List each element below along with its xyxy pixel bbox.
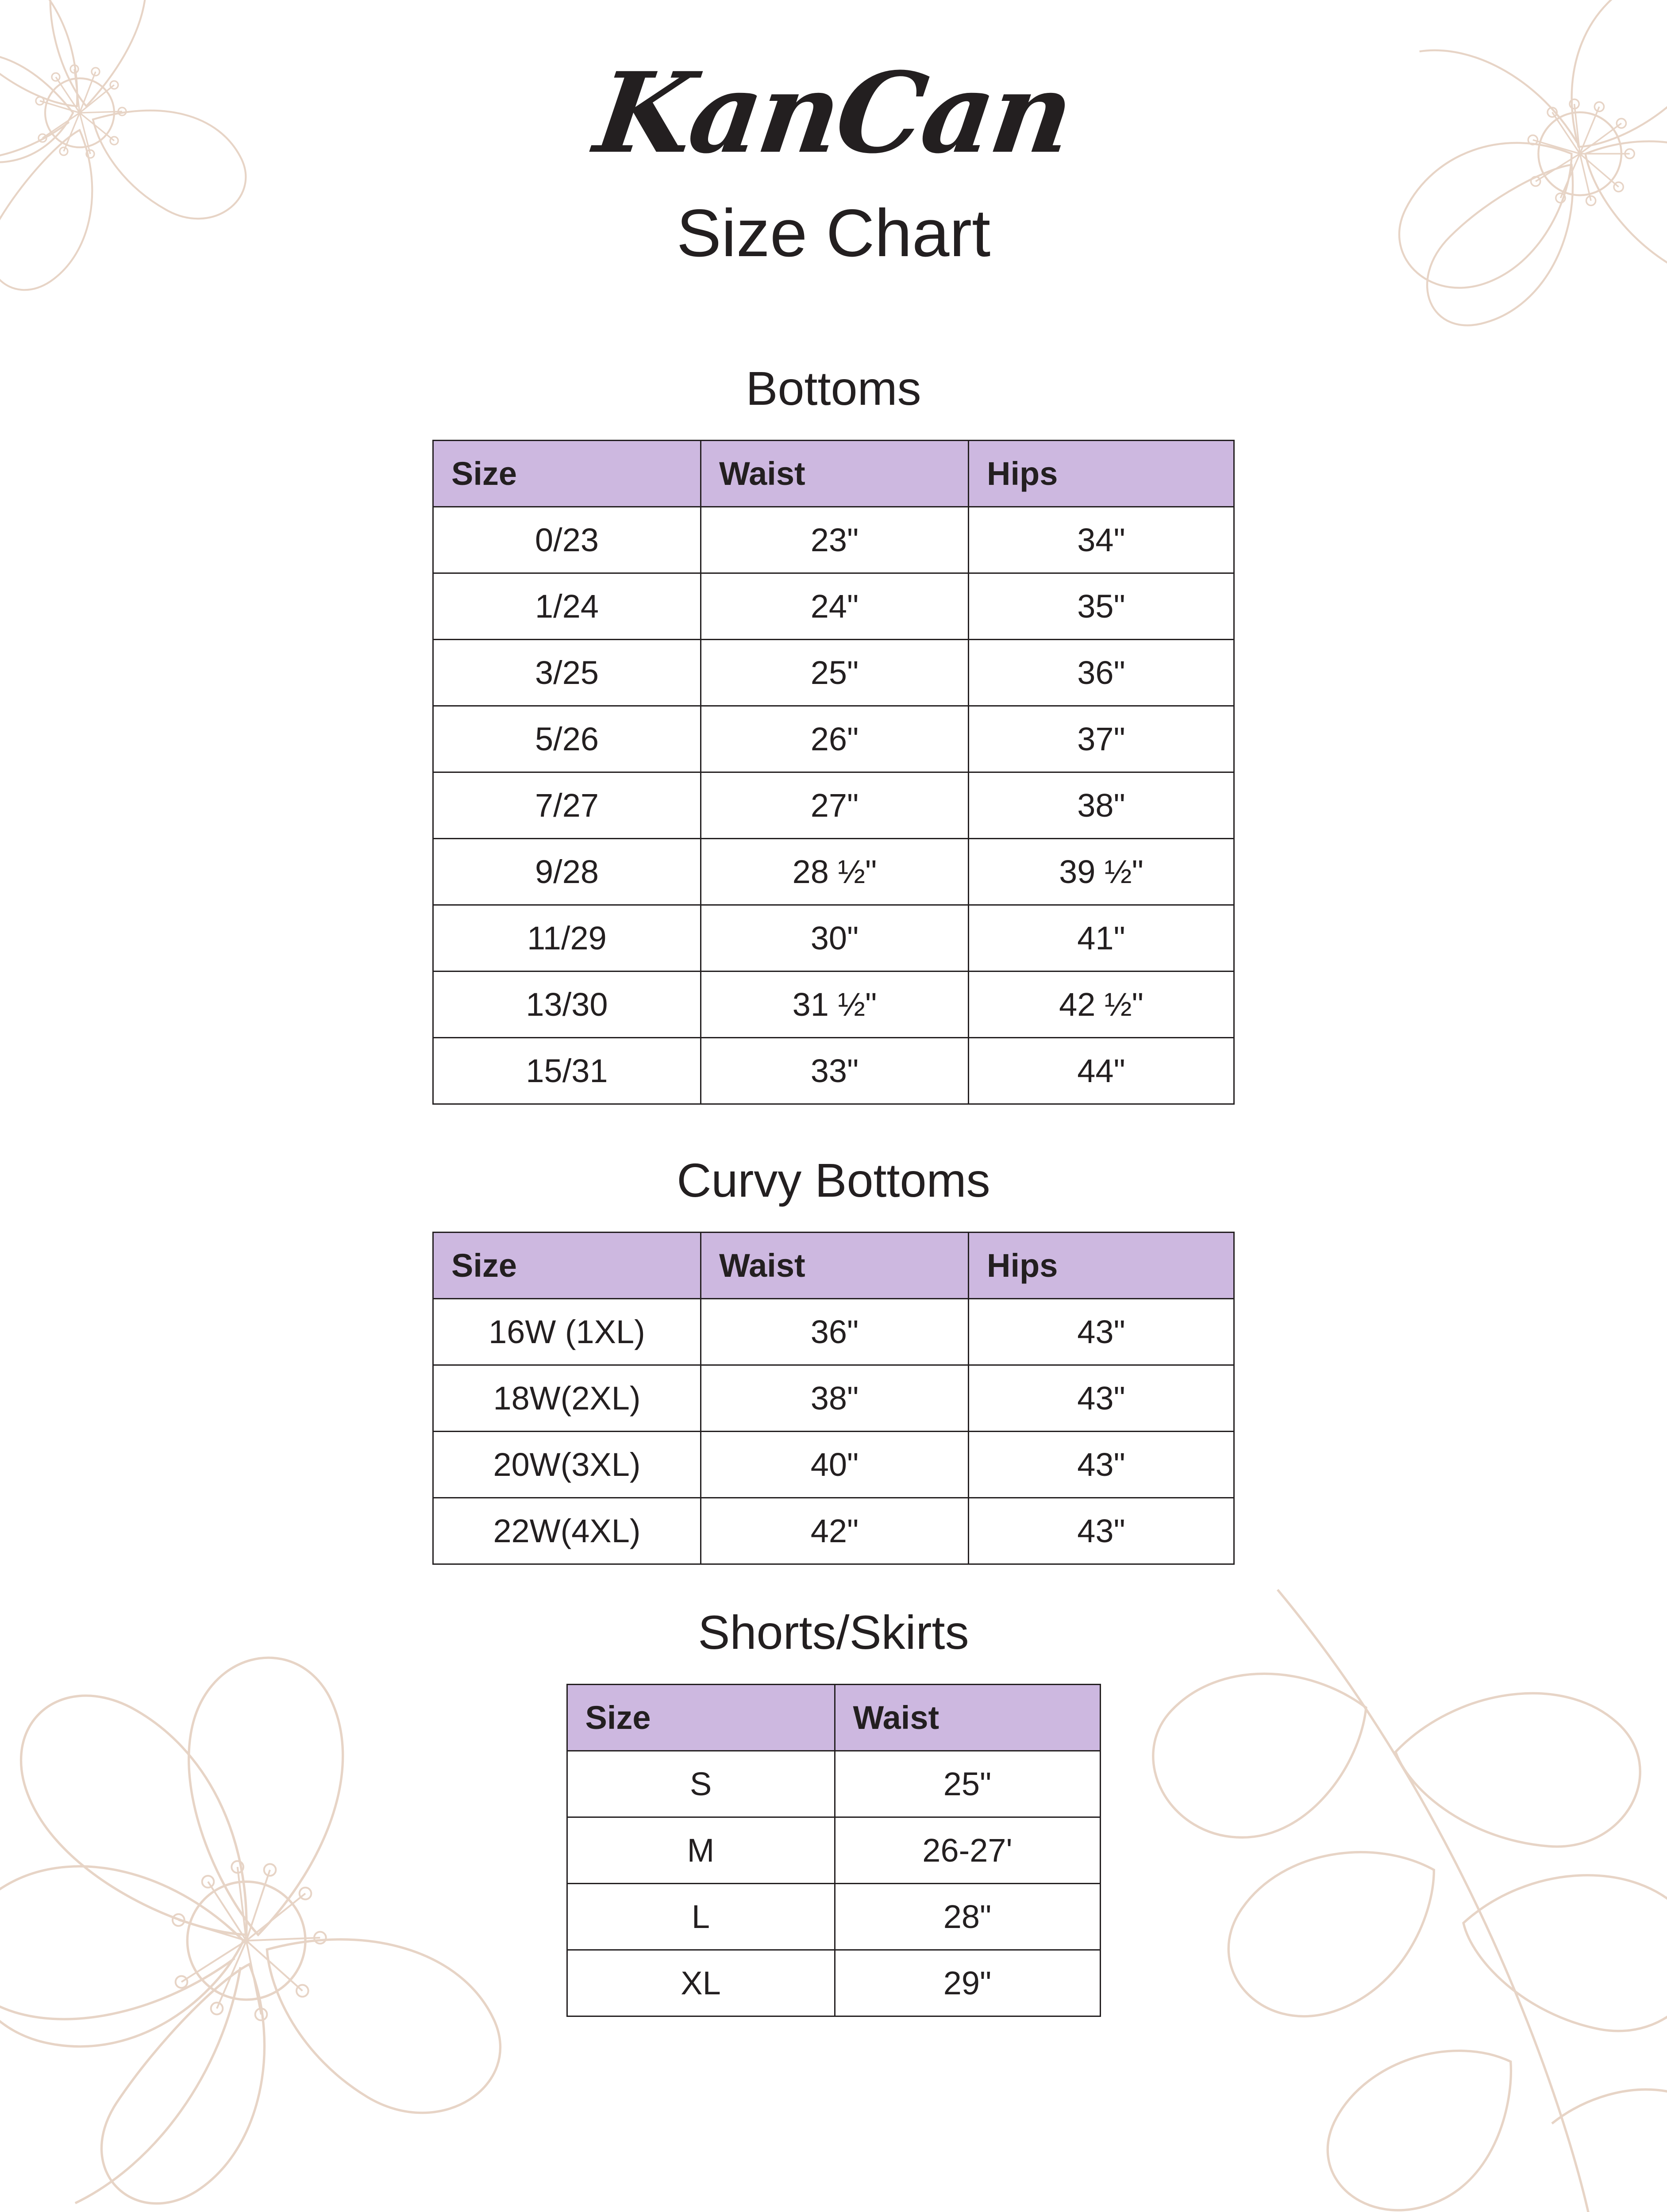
section-title-bottoms: Bottoms [746,361,921,415]
column-header-hips: Hips [969,1233,1234,1299]
table-row [433,1432,1234,1498]
table-row [567,1817,1100,1884]
cell-hips: 35" [969,573,1234,640]
brand-logo: KanCan [588,48,1079,178]
table-row [567,1950,1100,2016]
table-row [433,839,1234,905]
table-row [433,706,1234,772]
column-header-size: Size [567,1685,835,1751]
cell-hips: 43" [969,1498,1234,1564]
cell-size: 5/26 [433,706,701,772]
cell-size: 1/24 [433,573,701,640]
cell-waist: 31 ½" [701,972,969,1038]
cell-size: 22W(4XL) [433,1498,701,1564]
cell-size: XL [567,1950,835,2016]
table-row [433,507,1234,573]
cell-waist: 24" [701,573,969,640]
cell-size: 13/30 [433,972,701,1038]
cell-waist: 25" [701,640,969,706]
cell-hips: 42 ½" [969,972,1234,1038]
cell-size: 15/31 [433,1038,701,1104]
cell-waist: 38" [701,1365,969,1432]
cell-waist: 23" [701,507,969,573]
cell-size: 7/27 [433,772,701,839]
section-title-shorts-skirts: Shorts/Skirts [698,1605,969,1659]
cell-size: 3/25 [433,640,701,706]
cell-hips: 43" [969,1365,1234,1432]
cell-waist: 40" [701,1432,969,1498]
cell-hips: 36" [969,640,1234,706]
table-row [433,905,1234,972]
column-header-size: Size [433,1233,701,1299]
cell-size: L [567,1884,835,1950]
cell-waist: 25" [835,1751,1100,1817]
table-header-row [567,1685,1100,1751]
table-row [433,972,1234,1038]
table-row [567,1751,1100,1817]
table-header-row [433,441,1234,507]
cell-waist: 33" [701,1038,969,1104]
column-header-size: Size [433,441,701,507]
cell-waist: 26-27' [835,1817,1100,1884]
cell-size: 0/23 [433,507,701,573]
table-row [433,1038,1234,1104]
cell-size: 16W (1XL) [433,1299,701,1365]
cell-waist: 27" [701,772,969,839]
column-header-waist: Waist [701,441,969,507]
table-row [433,640,1234,706]
cell-size: 9/28 [433,839,701,905]
cell-waist: 28 ½" [701,839,969,905]
cell-hips: 43" [969,1432,1234,1498]
cell-size: 20W(3XL) [433,1432,701,1498]
cell-size: 11/29 [433,905,701,972]
table-row [433,1365,1234,1432]
table-row [567,1884,1100,1950]
cell-size: S [567,1751,835,1817]
cell-hips: 38" [969,772,1234,839]
cell-waist: 29" [835,1950,1100,2016]
column-header-waist: Waist [701,1233,969,1299]
table-row [433,772,1234,839]
cell-waist: 42" [701,1498,969,1564]
cell-hips: 44" [969,1038,1234,1104]
cell-hips: 43" [969,1299,1234,1365]
table-header-row [433,1233,1234,1299]
cell-waist: 36" [701,1299,969,1365]
cell-hips: 37" [969,706,1234,772]
table-curvy-bottoms [432,1232,1235,1565]
cell-hips: 34" [969,507,1234,573]
cell-hips: 41" [969,905,1234,972]
cell-size: M [567,1817,835,1884]
section-title-curvy-bottoms: Curvy Bottoms [677,1153,990,1207]
column-header-waist: Waist [835,1685,1100,1751]
page-title: Size Chart [676,196,991,271]
table-row [433,1299,1234,1365]
cell-waist: 26" [701,706,969,772]
table-row [433,1498,1234,1564]
table-shorts-skirts [566,1684,1101,2017]
cell-size: 18W(2XL) [433,1365,701,1432]
cell-waist: 30" [701,905,969,972]
cell-hips: 39 ½" [969,839,1234,905]
column-header-hips: Hips [969,441,1234,507]
table-row [433,573,1234,640]
cell-waist: 28" [835,1884,1100,1950]
table-bottoms [432,440,1235,1105]
